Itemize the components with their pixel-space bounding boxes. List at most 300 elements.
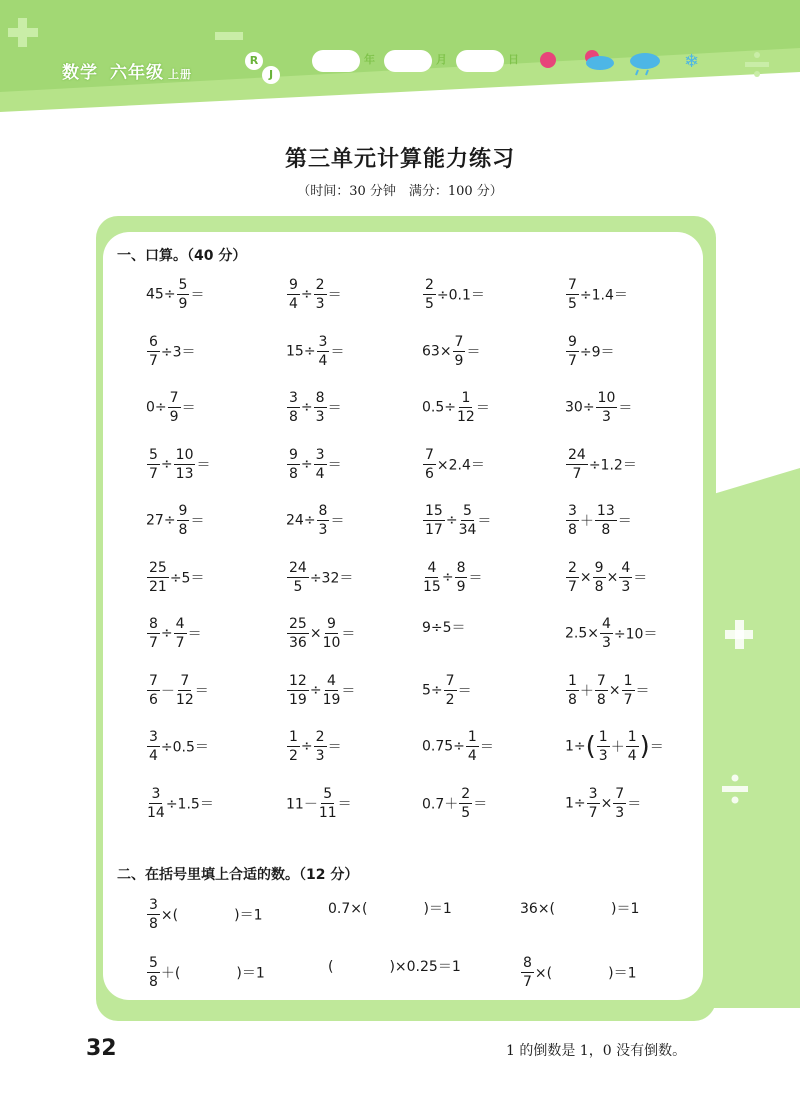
fill-blank-item[interactable] bbox=[146, 898, 262, 931]
sunny-weather-icon bbox=[540, 52, 556, 68]
expr-text: 27÷ bbox=[146, 512, 176, 529]
calc-item bbox=[422, 278, 485, 311]
calc-item bbox=[286, 787, 352, 820]
expr-text: 30÷ bbox=[565, 399, 595, 416]
fraction bbox=[287, 674, 309, 707]
fraction bbox=[622, 674, 635, 707]
fraction bbox=[287, 730, 300, 763]
fraction bbox=[444, 674, 457, 707]
expr-text: ＝ bbox=[479, 739, 494, 756]
calc-item bbox=[422, 787, 487, 820]
denominator: 2 bbox=[289, 748, 298, 764]
denominator: 8 bbox=[568, 522, 577, 538]
calc-item bbox=[146, 730, 209, 763]
denominator: 4 bbox=[289, 296, 298, 312]
expr-text: 36×( )＝1 bbox=[520, 901, 640, 917]
fraction bbox=[323, 674, 341, 707]
calc-item bbox=[146, 504, 204, 537]
numerator: 2 bbox=[315, 729, 325, 745]
fraction bbox=[566, 278, 579, 311]
paren: ) bbox=[639, 731, 650, 762]
denominator: 7 bbox=[568, 352, 577, 369]
numerator: 8 bbox=[456, 559, 466, 576]
fraction bbox=[596, 391, 618, 424]
fraction bbox=[147, 898, 160, 931]
denominator: 7 bbox=[523, 974, 532, 990]
fraction bbox=[566, 448, 588, 481]
expr-text: ( )×0.25＝1 bbox=[328, 959, 461, 975]
calc-item bbox=[565, 391, 632, 424]
calc-item bbox=[422, 730, 494, 763]
expr-text: ＝ bbox=[337, 796, 352, 812]
expr-text: ＝ bbox=[618, 400, 633, 417]
numerator: 5 bbox=[323, 785, 333, 802]
numerator: 8 bbox=[318, 503, 328, 519]
numerator: 1 bbox=[568, 672, 577, 689]
expr-text: ÷10＝ bbox=[613, 626, 658, 643]
denominator: 4 bbox=[467, 748, 477, 764]
fraction bbox=[147, 448, 160, 481]
denominator: 3 bbox=[318, 522, 328, 538]
denominator: 7 bbox=[175, 635, 185, 651]
expr-text: ＝ bbox=[477, 513, 492, 530]
denominator: 3 bbox=[598, 748, 608, 764]
numerator: 1 bbox=[289, 729, 298, 745]
expr-text: ＝ bbox=[627, 796, 642, 812]
rainy-weather-icon bbox=[630, 53, 660, 69]
fill-blank-item[interactable] bbox=[520, 898, 639, 918]
expr-text: ＝ bbox=[196, 457, 211, 473]
denominator: 3 bbox=[315, 748, 325, 764]
denominator: 5 bbox=[461, 804, 471, 821]
numerator: 25 bbox=[149, 559, 167, 576]
side-tab bbox=[700, 468, 800, 1008]
expr-text: 11－ bbox=[286, 796, 318, 812]
fraction bbox=[177, 504, 190, 537]
expr-text: ＝ bbox=[457, 683, 472, 699]
denominator: 7 bbox=[572, 465, 582, 482]
page-subtitle: （时间：30 分钟 满分：100 分） bbox=[297, 184, 503, 199]
fraction bbox=[147, 956, 160, 989]
denominator: 19 bbox=[322, 691, 341, 708]
numerator: 2 bbox=[568, 559, 577, 576]
fraction bbox=[423, 278, 436, 311]
denominator: 21 bbox=[149, 578, 167, 595]
expr-text: 2.5× bbox=[565, 625, 599, 642]
fraction bbox=[323, 617, 341, 650]
fraction bbox=[453, 335, 466, 368]
numerator: 3 bbox=[318, 333, 328, 350]
expr-text: ＝ bbox=[330, 513, 345, 530]
numerator: 1 bbox=[627, 729, 637, 745]
denominator: 7 bbox=[149, 635, 158, 651]
denominator: 3 bbox=[315, 409, 325, 425]
denominator: 15 bbox=[423, 578, 441, 595]
expr-text: ÷ bbox=[441, 569, 454, 585]
numerator: 10 bbox=[597, 390, 616, 406]
calc-item bbox=[286, 617, 355, 650]
numerator: 3 bbox=[315, 446, 325, 463]
numerator: 9 bbox=[568, 333, 577, 350]
denominator: 8 bbox=[594, 578, 604, 595]
calc-item bbox=[565, 504, 632, 537]
fraction bbox=[566, 335, 579, 368]
fill-blank-item[interactable] bbox=[146, 956, 265, 989]
grade-label: 六年级 bbox=[110, 63, 164, 83]
numerator: 1 bbox=[598, 729, 608, 745]
expr-text: ÷32＝ bbox=[309, 570, 354, 586]
numerator: 4 bbox=[175, 616, 185, 632]
fraction bbox=[287, 561, 309, 594]
numerator: 7 bbox=[425, 446, 434, 463]
calc-item bbox=[146, 278, 204, 311]
expr-text: ÷0.5＝ bbox=[160, 739, 209, 756]
expr-text: ÷ bbox=[300, 456, 313, 472]
numerator: 7 bbox=[169, 390, 179, 406]
denominator: 14 bbox=[147, 804, 165, 821]
snowy-weather-icon: ❄ bbox=[684, 51, 700, 72]
numerator: 3 bbox=[149, 729, 158, 745]
fraction bbox=[619, 561, 632, 594]
expr-text: ÷1.2＝ bbox=[588, 457, 637, 473]
numerator: 5 bbox=[149, 955, 158, 971]
fill-blank-item[interactable] bbox=[328, 898, 452, 918]
expr-text: ＝ bbox=[327, 739, 342, 756]
denominator: 13 bbox=[175, 465, 194, 482]
numerator: 3 bbox=[151, 785, 161, 802]
fraction bbox=[466, 730, 479, 763]
expr-text: ＝ bbox=[475, 400, 490, 417]
denominator: 4 bbox=[318, 352, 328, 369]
expr-text: 1÷ bbox=[565, 738, 586, 755]
calc-item bbox=[422, 335, 480, 368]
denominator: 12 bbox=[457, 409, 475, 425]
expr-text: ＝ bbox=[194, 683, 209, 699]
expr-text: 15÷ bbox=[286, 343, 316, 359]
fraction bbox=[177, 278, 190, 311]
calc-item bbox=[565, 730, 664, 763]
calc-item bbox=[286, 278, 342, 311]
expr-text: ÷1.4＝ bbox=[579, 287, 628, 304]
denominator: 8 bbox=[601, 522, 611, 538]
expr-text: 0÷ bbox=[146, 399, 167, 416]
calc-item bbox=[565, 674, 650, 707]
subject-label: 数学 bbox=[62, 63, 98, 83]
denominator: 7 bbox=[149, 352, 158, 369]
expr-text: － bbox=[160, 683, 175, 699]
fraction bbox=[147, 787, 165, 820]
denominator: 6 bbox=[425, 465, 434, 482]
fraction bbox=[423, 504, 445, 537]
calc-item bbox=[286, 504, 344, 537]
denominator: 5 bbox=[293, 578, 303, 595]
expr-text: 0.7×( )＝1 bbox=[328, 901, 452, 917]
numerator: 24 bbox=[289, 559, 307, 576]
fraction bbox=[597, 730, 610, 763]
expr-text: × bbox=[309, 625, 322, 642]
numerator: 7 bbox=[615, 785, 625, 802]
denominator: 9 bbox=[456, 578, 466, 595]
expr-text: ×2.4＝ bbox=[436, 457, 485, 473]
expr-text: ＋( )＝1 bbox=[160, 965, 265, 982]
expr-text: ＝ bbox=[617, 513, 632, 530]
numerator: 7 bbox=[568, 277, 577, 293]
numerator: 2 bbox=[461, 785, 471, 802]
fraction bbox=[423, 561, 441, 594]
calc-item bbox=[565, 335, 615, 368]
denominator: 8 bbox=[596, 691, 606, 708]
minus-deco-icon bbox=[215, 32, 243, 40]
fraction bbox=[287, 278, 300, 311]
denominator: 4 bbox=[315, 465, 325, 482]
numerator: 9 bbox=[594, 559, 604, 576]
denominator: 8 bbox=[178, 522, 188, 538]
numerator: 4 bbox=[327, 672, 336, 689]
fraction bbox=[600, 617, 613, 650]
numerator: 7 bbox=[445, 672, 455, 689]
expr-text: ×( )＝1 bbox=[160, 907, 263, 924]
denominator: 8 bbox=[568, 691, 577, 708]
denominator: 7 bbox=[623, 691, 633, 708]
denominator: 9 bbox=[454, 352, 464, 369]
numerator: 2 bbox=[315, 277, 325, 293]
fraction bbox=[287, 448, 300, 481]
numerator: 2 bbox=[425, 277, 434, 293]
badge-j: J bbox=[262, 66, 280, 84]
expr-text: ＝ bbox=[635, 683, 650, 699]
fill-blank-item[interactable] bbox=[328, 956, 461, 976]
numerator: 6 bbox=[149, 333, 158, 350]
denominator: 4 bbox=[149, 748, 158, 764]
expr-text: × bbox=[579, 569, 592, 585]
calc-item bbox=[146, 561, 204, 594]
fraction bbox=[176, 674, 194, 707]
expr-text: ＝ bbox=[330, 344, 345, 360]
numerator: 1 bbox=[623, 672, 633, 689]
fraction bbox=[147, 674, 160, 707]
expr-text: ＝ bbox=[468, 570, 483, 586]
numerator: 5 bbox=[463, 503, 472, 519]
fraction bbox=[459, 504, 477, 537]
divide-deco-icon bbox=[722, 786, 748, 792]
expr-text: ＋ bbox=[579, 513, 594, 530]
calc-item bbox=[565, 448, 637, 481]
denominator: 8 bbox=[149, 974, 158, 990]
denominator: 8 bbox=[149, 916, 158, 932]
numerator: 3 bbox=[588, 785, 598, 802]
calc-item bbox=[422, 617, 466, 637]
denominator: 3 bbox=[621, 578, 631, 595]
fraction bbox=[314, 278, 327, 311]
fraction bbox=[287, 391, 300, 424]
numerator: 3 bbox=[149, 897, 158, 913]
fraction bbox=[168, 391, 181, 424]
fraction bbox=[174, 448, 196, 481]
fraction bbox=[595, 504, 617, 537]
denominator: 17 bbox=[425, 522, 443, 538]
expr-text: ÷ bbox=[160, 625, 173, 642]
expr-text: 5÷ bbox=[422, 682, 443, 698]
fraction bbox=[455, 561, 468, 594]
numerator: 3 bbox=[568, 503, 577, 519]
expr-text: ÷1.5＝ bbox=[165, 796, 214, 812]
expr-text: × bbox=[606, 569, 619, 585]
expr-text: ÷ bbox=[160, 456, 173, 472]
denominator: 7 bbox=[568, 578, 577, 595]
denominator: 11 bbox=[318, 804, 337, 821]
calc-item bbox=[286, 335, 344, 368]
denominator: 2 bbox=[445, 691, 455, 708]
fraction bbox=[593, 561, 606, 594]
page-title: 第三单元计算能力练习 bbox=[284, 147, 515, 172]
paren: ( bbox=[585, 731, 596, 762]
month-label: 月 bbox=[436, 53, 447, 66]
numerator: 3 bbox=[289, 390, 298, 406]
fraction bbox=[521, 956, 534, 989]
fraction bbox=[595, 674, 608, 707]
numerator: 13 bbox=[596, 503, 615, 519]
denominator: 3 bbox=[602, 635, 611, 651]
expr-text: ÷ bbox=[445, 512, 458, 529]
expr-text: ×( )＝1 bbox=[534, 965, 637, 982]
expr-text: 0.75÷ bbox=[422, 738, 465, 755]
denominator: 8 bbox=[289, 409, 298, 425]
expr-text: × bbox=[608, 682, 621, 698]
fraction bbox=[147, 617, 160, 650]
day-label: 日 bbox=[508, 53, 519, 66]
calc-item bbox=[146, 787, 214, 820]
calc-item bbox=[146, 335, 196, 368]
calc-item bbox=[565, 561, 647, 594]
calc-item bbox=[286, 448, 342, 481]
denominator: 5 bbox=[425, 296, 434, 312]
fill-blank-item[interactable] bbox=[520, 956, 636, 989]
denominator: 12 bbox=[175, 691, 194, 708]
expr-text: 63× bbox=[422, 343, 452, 359]
numerator: 8 bbox=[523, 955, 532, 971]
fraction bbox=[317, 504, 330, 537]
expr-text: 1÷ bbox=[565, 795, 586, 811]
fraction bbox=[566, 504, 579, 537]
numerator: 12 bbox=[289, 672, 307, 689]
expr-text: ÷0.1＝ bbox=[436, 287, 485, 304]
numerator: 9 bbox=[327, 616, 336, 632]
calc-item bbox=[286, 561, 353, 594]
fraction bbox=[314, 448, 327, 481]
denominator: 19 bbox=[289, 691, 307, 708]
calc-item bbox=[565, 787, 641, 820]
denominator: 3 bbox=[315, 296, 325, 312]
fraction bbox=[147, 561, 169, 594]
numerator: 15 bbox=[425, 503, 443, 519]
fraction bbox=[314, 391, 327, 424]
denominator: 7 bbox=[588, 804, 598, 821]
fraction bbox=[566, 561, 579, 594]
numerator: 7 bbox=[180, 672, 190, 689]
numerator: 25 bbox=[289, 616, 307, 632]
numerator: 24 bbox=[568, 446, 586, 463]
expr-text: ＝ bbox=[327, 457, 342, 473]
calc-item bbox=[422, 561, 482, 594]
expr-text: ＝ bbox=[466, 344, 481, 360]
denominator: 7 bbox=[149, 465, 158, 482]
year-label: 年 bbox=[364, 53, 375, 66]
expr-text: ÷3＝ bbox=[160, 344, 196, 360]
badge-r: R bbox=[245, 52, 263, 70]
calc-item bbox=[565, 278, 628, 311]
expr-text: ＋ bbox=[579, 683, 594, 699]
denominator: 5 bbox=[568, 296, 577, 312]
denominator: 3 bbox=[615, 804, 625, 821]
numerator: 4 bbox=[602, 616, 611, 632]
expr-text: ÷9＝ bbox=[579, 344, 615, 360]
numerator: 7 bbox=[596, 672, 606, 689]
expr-text: ＝ bbox=[190, 513, 205, 530]
numerator: 4 bbox=[621, 559, 631, 576]
numerator: 9 bbox=[289, 277, 298, 293]
expr-text: ÷5＝ bbox=[169, 570, 205, 586]
fraction bbox=[174, 617, 187, 650]
section2-heading: 二、在括号里填上合适的数。（12 分） bbox=[117, 867, 359, 883]
page-number: 32 bbox=[86, 1036, 117, 1061]
numerator: 7 bbox=[149, 672, 158, 689]
calc-item bbox=[146, 391, 196, 424]
fraction bbox=[423, 448, 436, 481]
expr-text: ＝ bbox=[649, 739, 664, 756]
expr-text: ＝ bbox=[633, 570, 648, 586]
expr-text: 0.5÷ bbox=[422, 399, 456, 416]
fraction bbox=[457, 391, 475, 424]
fraction bbox=[566, 674, 579, 707]
fraction bbox=[287, 617, 309, 650]
numerator: 1 bbox=[461, 390, 471, 406]
numerator: 5 bbox=[149, 446, 158, 463]
numerator: 5 bbox=[178, 277, 188, 293]
footer-note: 1 的倒数是 1，0 没有倒数。 bbox=[506, 1043, 687, 1059]
fraction bbox=[626, 730, 639, 763]
fraction bbox=[319, 787, 337, 820]
expr-text: 24÷ bbox=[286, 512, 316, 529]
denominator: 9 bbox=[178, 296, 188, 312]
denominator: 8 bbox=[289, 465, 298, 482]
numerator: 1 bbox=[467, 729, 477, 745]
fraction bbox=[147, 730, 160, 763]
numerator: 8 bbox=[315, 390, 325, 406]
denominator: 10 bbox=[322, 635, 341, 651]
numerator: 8 bbox=[149, 616, 158, 632]
expr-text: ÷ bbox=[300, 399, 313, 416]
volume-label: 上册 bbox=[168, 68, 192, 81]
denominator: 9 bbox=[169, 409, 179, 425]
day-input[interactable] bbox=[456, 50, 504, 72]
denominator: 36 bbox=[289, 635, 307, 651]
expr-text: ＝ bbox=[473, 796, 488, 812]
divide-deco-icon bbox=[745, 62, 769, 67]
numerator: 9 bbox=[178, 503, 188, 519]
expr-text: ÷ bbox=[309, 682, 322, 698]
expr-text: 45÷ bbox=[146, 286, 176, 303]
numerator: 7 bbox=[454, 333, 464, 350]
month-input[interactable] bbox=[384, 50, 432, 72]
year-input[interactable] bbox=[312, 50, 360, 72]
denominator: 3 bbox=[602, 409, 611, 425]
expr-text: ＝ bbox=[327, 287, 342, 304]
denominator: 34 bbox=[458, 522, 477, 538]
expr-text: 0.7＋ bbox=[422, 796, 459, 812]
denominator: 6 bbox=[149, 691, 158, 708]
fraction bbox=[317, 335, 330, 368]
expr-text: ÷ bbox=[300, 738, 313, 755]
